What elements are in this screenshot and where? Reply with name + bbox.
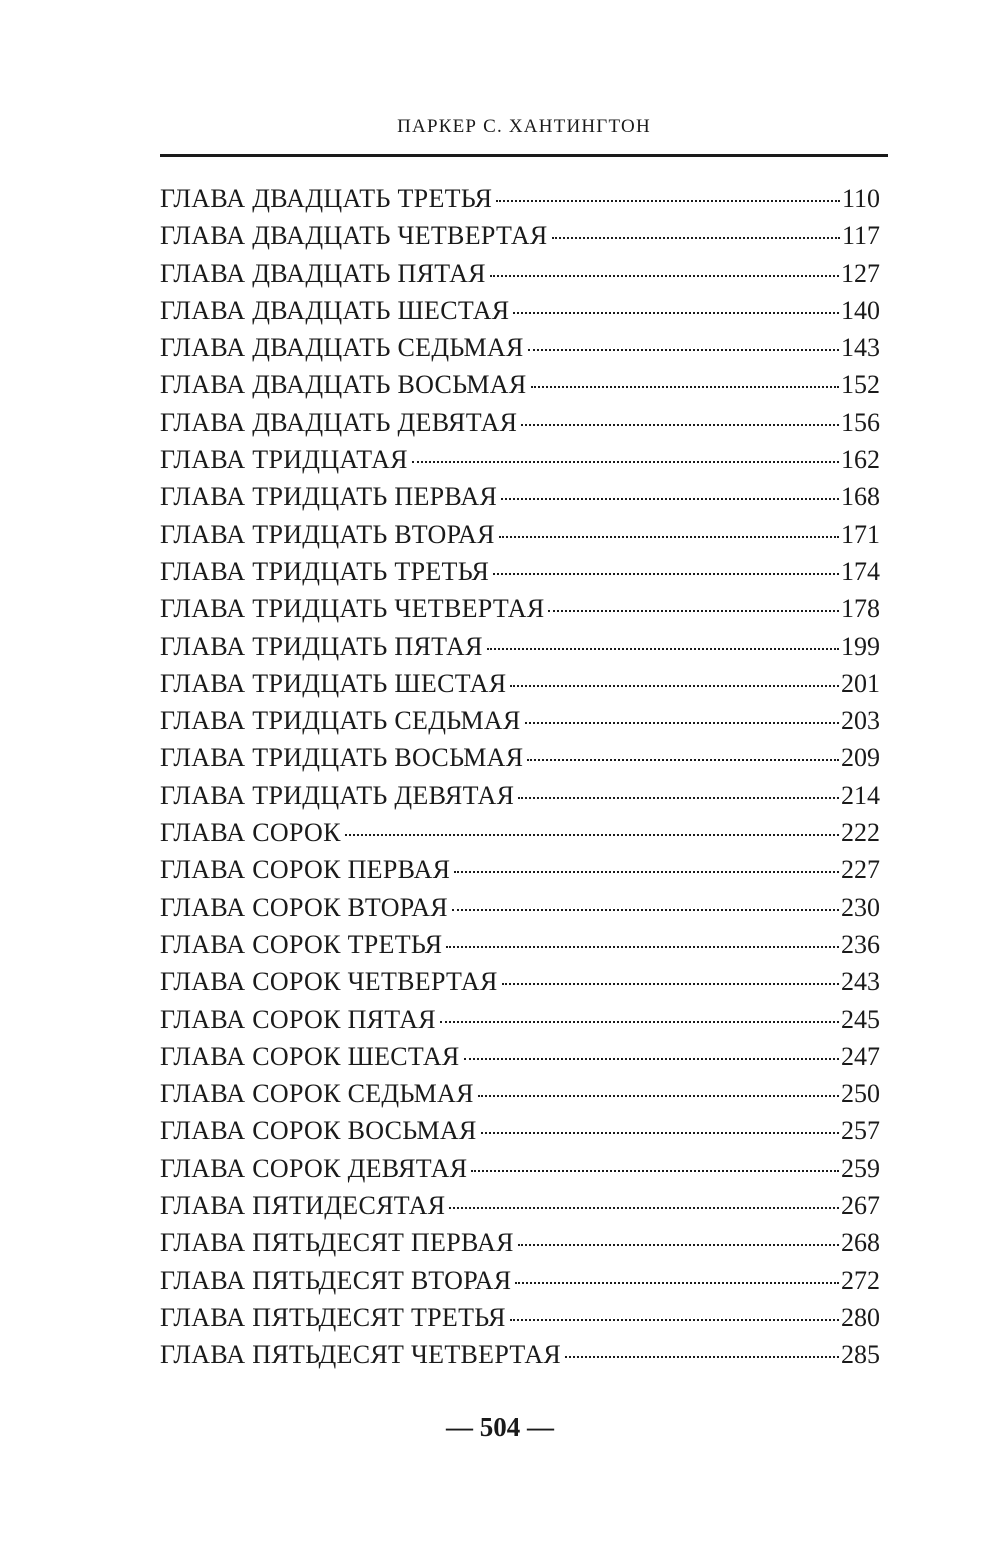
dot-leader [452,909,839,911]
toc-entry [160,1112,880,1149]
toc-entry-title: ГЛАВА ДВАДЦАТЬ ПЯТАЯ [160,258,486,288]
toc-entry [160,1075,880,1112]
toc-entry-page-number: 127 [841,258,880,288]
toc-entry-page-number: 110 [841,184,880,213]
dot-leader [501,498,839,500]
toc-entry-page-number: 222 [841,818,880,848]
toc-entry-title: ГЛАВА СОРОК ШЕСТАЯ [160,1041,460,1071]
toc-entry [160,926,880,963]
toc-entry-title: ГЛАВА ТРИДЦАТАЯ [160,445,408,475]
toc-entry [160,963,880,1000]
dot-leader [527,759,839,761]
toc-entry-page-number: 272 [841,1265,880,1295]
toc-entry-page-number: 243 [841,967,880,997]
toc-entry-title: ГЛАВА ТРИДЦАТЬ ТРЕТЬЯ [160,556,490,586]
toc-entry-title: ГЛАВА ДВАДЦАТЬ ТРЕТЬЯ [160,184,493,213]
toc-entry [160,814,880,851]
toc-entry-page-number: 245 [841,1004,880,1034]
toc-entry-page-number: 168 [841,482,880,512]
toc-entry-page-number: 117 [841,221,880,251]
running-head: ПАРКЕР С. ХАНТИНГТОН [397,116,651,137]
dot-leader [518,1244,839,1246]
toc-entry [160,628,880,665]
toc-entry [160,1224,880,1261]
toc-entry-page-number: 152 [841,370,880,400]
dot-leader [521,424,839,426]
toc-entry [160,404,880,441]
toc-entry-title: ГЛАВА ДВАДЦАТЬ ДЕВЯТАЯ [160,407,518,437]
dot-leader [464,1058,839,1060]
toc-entry-page-number: 162 [841,445,880,475]
toc-entry [160,590,880,627]
dot-leader [493,573,839,575]
toc-entry [160,889,880,926]
toc-entry [160,739,880,776]
toc-entry [160,553,880,590]
toc-entry-page-number: 143 [841,333,880,363]
toc-entry-page-number: 259 [841,1153,880,1183]
toc-entry-page-number: 257 [841,1116,880,1146]
toc-entry [160,292,880,329]
toc-entry-title: ГЛАВА ПЯТЬДЕСЯТ ВТОРАЯ [160,1265,512,1295]
toc-entry [160,366,880,403]
toc-entry-page-number: 199 [841,631,880,661]
toc-entry-page-number: 230 [841,892,880,922]
toc-entry [160,217,880,254]
toc-entry-title: ГЛАВА СОРОК ЧЕТВЕРТАЯ [160,967,498,997]
dot-leader [502,983,839,985]
dot-leader [552,237,840,239]
toc-entry-page-number: 209 [841,743,880,773]
toc-entry-title: ГЛАВА ДВАДЦАТЬ СЕДЬМАЯ [160,333,524,363]
toc-entry-page-number: 171 [841,519,880,549]
toc-entry-title: ГЛАВА СОРОК ВТОРАЯ [160,892,448,922]
toc-entry-page-number: 227 [841,855,880,885]
dot-leader [440,1021,839,1023]
dot-leader [446,946,839,948]
dot-leader [510,685,839,687]
dot-leader [449,1207,839,1209]
toc-entry-title: ГЛАВА СОРОК ПЕРВАЯ [160,855,451,885]
toc-entry [160,702,880,739]
toc-entry [160,665,880,702]
toc-entry-page-number: 236 [841,929,880,959]
dot-leader [490,275,839,277]
toc-entry [160,851,880,888]
toc-entry-page-number: 201 [841,668,880,698]
toc-entry-title: ГЛАВА ТРИДЦАТЬ ЧЕТВЕРТАЯ [160,594,545,624]
toc-entry [160,1001,880,1038]
toc-entry-title: ГЛАВА СОРОК СЕДЬМАЯ [160,1079,474,1109]
dot-leader [471,1170,839,1172]
dot-leader [518,797,839,799]
dot-leader [496,200,840,202]
dot-leader [525,722,839,724]
toc-entry-title: ГЛАВА ДВАДЦАТЬ ВОСЬМАЯ [160,370,527,400]
toc-entry [160,1150,880,1187]
toc-entry-title: ГЛАВА СОРОК ПЯТАЯ [160,1004,436,1034]
toc-entry [160,441,880,478]
toc-entry [160,777,880,814]
toc-entry-page-number: 178 [841,594,880,624]
toc-entry [160,255,880,292]
toc-entry-page-number: 203 [841,706,880,736]
toc-entry-page-number: 247 [841,1041,880,1071]
toc-entry-title: ГЛАВА СОРОК [160,818,341,848]
toc-entry-page-number: 214 [841,780,880,810]
toc-entry [160,516,880,553]
toc-entry-title: ГЛАВА ПЯТЬДЕСЯТ ЧЕТВЕРТАЯ [160,1340,562,1370]
dot-leader [487,648,839,650]
toc-entry [160,478,880,515]
toc-entry-title: ГЛАВА ТРИДЦАТЬ ВТОРАЯ [160,519,495,549]
toc-entry-page-number: 280 [841,1302,880,1332]
toc-entry-title: ГЛАВА ПЯТЬДЕСЯТ ПЕРВАЯ [160,1228,514,1258]
toc-entry-page-number: 268 [841,1228,880,1258]
toc-entry-title: ГЛАВА ТРИДЦАТЬ ВОСЬМАЯ [160,743,524,773]
dot-leader [481,1132,839,1134]
toc-entry [160,1187,880,1224]
dot-leader [345,834,839,836]
page-number: — 504 — [446,1412,554,1442]
dot-leader [565,1356,839,1358]
toc-entry-title: ГЛАВА СОРОК ВОСЬМАЯ [160,1116,477,1146]
toc-entry-page-number: 156 [841,407,880,437]
dot-leader [528,349,839,351]
dot-leader [531,386,840,388]
dot-leader [412,461,839,463]
dot-leader [548,610,839,612]
toc-entry-title: ГЛАВА ТРИДЦАТЬ ПЯТАЯ [160,631,483,661]
toc-entry-page-number: 267 [841,1191,880,1221]
toc-entry-title: ГЛАВА ПЯТЬДЕСЯТ ТРЕТЬЯ [160,1302,506,1332]
toc-entry-title: ГЛАВА СОРОК ДЕВЯТАЯ [160,1153,468,1183]
toc-entry [160,1262,880,1299]
toc-entry-title: ГЛАВА ДВАДЦАТЬ ЧЕТВЕРТАЯ [160,221,548,251]
dot-leader [513,312,839,314]
toc-entry [160,1299,880,1336]
dot-leader [478,1095,839,1097]
toc-entry [160,1038,880,1075]
toc-entry-title: ГЛАВА ТРИДЦАТЬ ПЕРВАЯ [160,482,498,512]
toc-entry-page-number: 285 [841,1340,880,1370]
table-of-contents [160,180,880,1374]
toc-entry-title: ГЛАВА ДВАДЦАТЬ ШЕСТАЯ [160,295,510,325]
toc-entry-title: ГЛАВА ТРИДЦАТЬ ШЕСТАЯ [160,668,507,698]
dot-leader [454,871,839,873]
toc-entry-page-number: 174 [841,556,880,586]
toc-entry [160,1336,880,1373]
toc-entry-title: ГЛАВА ТРИДЦАТЬ ДЕВЯТАЯ [160,780,515,810]
dot-leader [510,1319,839,1321]
toc-entry-page-number: 250 [841,1079,880,1109]
toc-entry [160,180,880,217]
toc-entry-page-number: 140 [841,295,880,325]
dot-leader [515,1282,839,1284]
header-rule [160,154,888,157]
dot-leader [499,536,839,538]
toc-entry-title: ГЛАВА ТРИДЦАТЬ СЕДЬМАЯ [160,706,521,736]
toc-entry [160,329,880,366]
toc-entry-title: ГЛАВА ПЯТИДЕСЯТАЯ [160,1191,446,1221]
toc-entry-title: ГЛАВА СОРОК ТРЕТЬЯ [160,929,443,959]
